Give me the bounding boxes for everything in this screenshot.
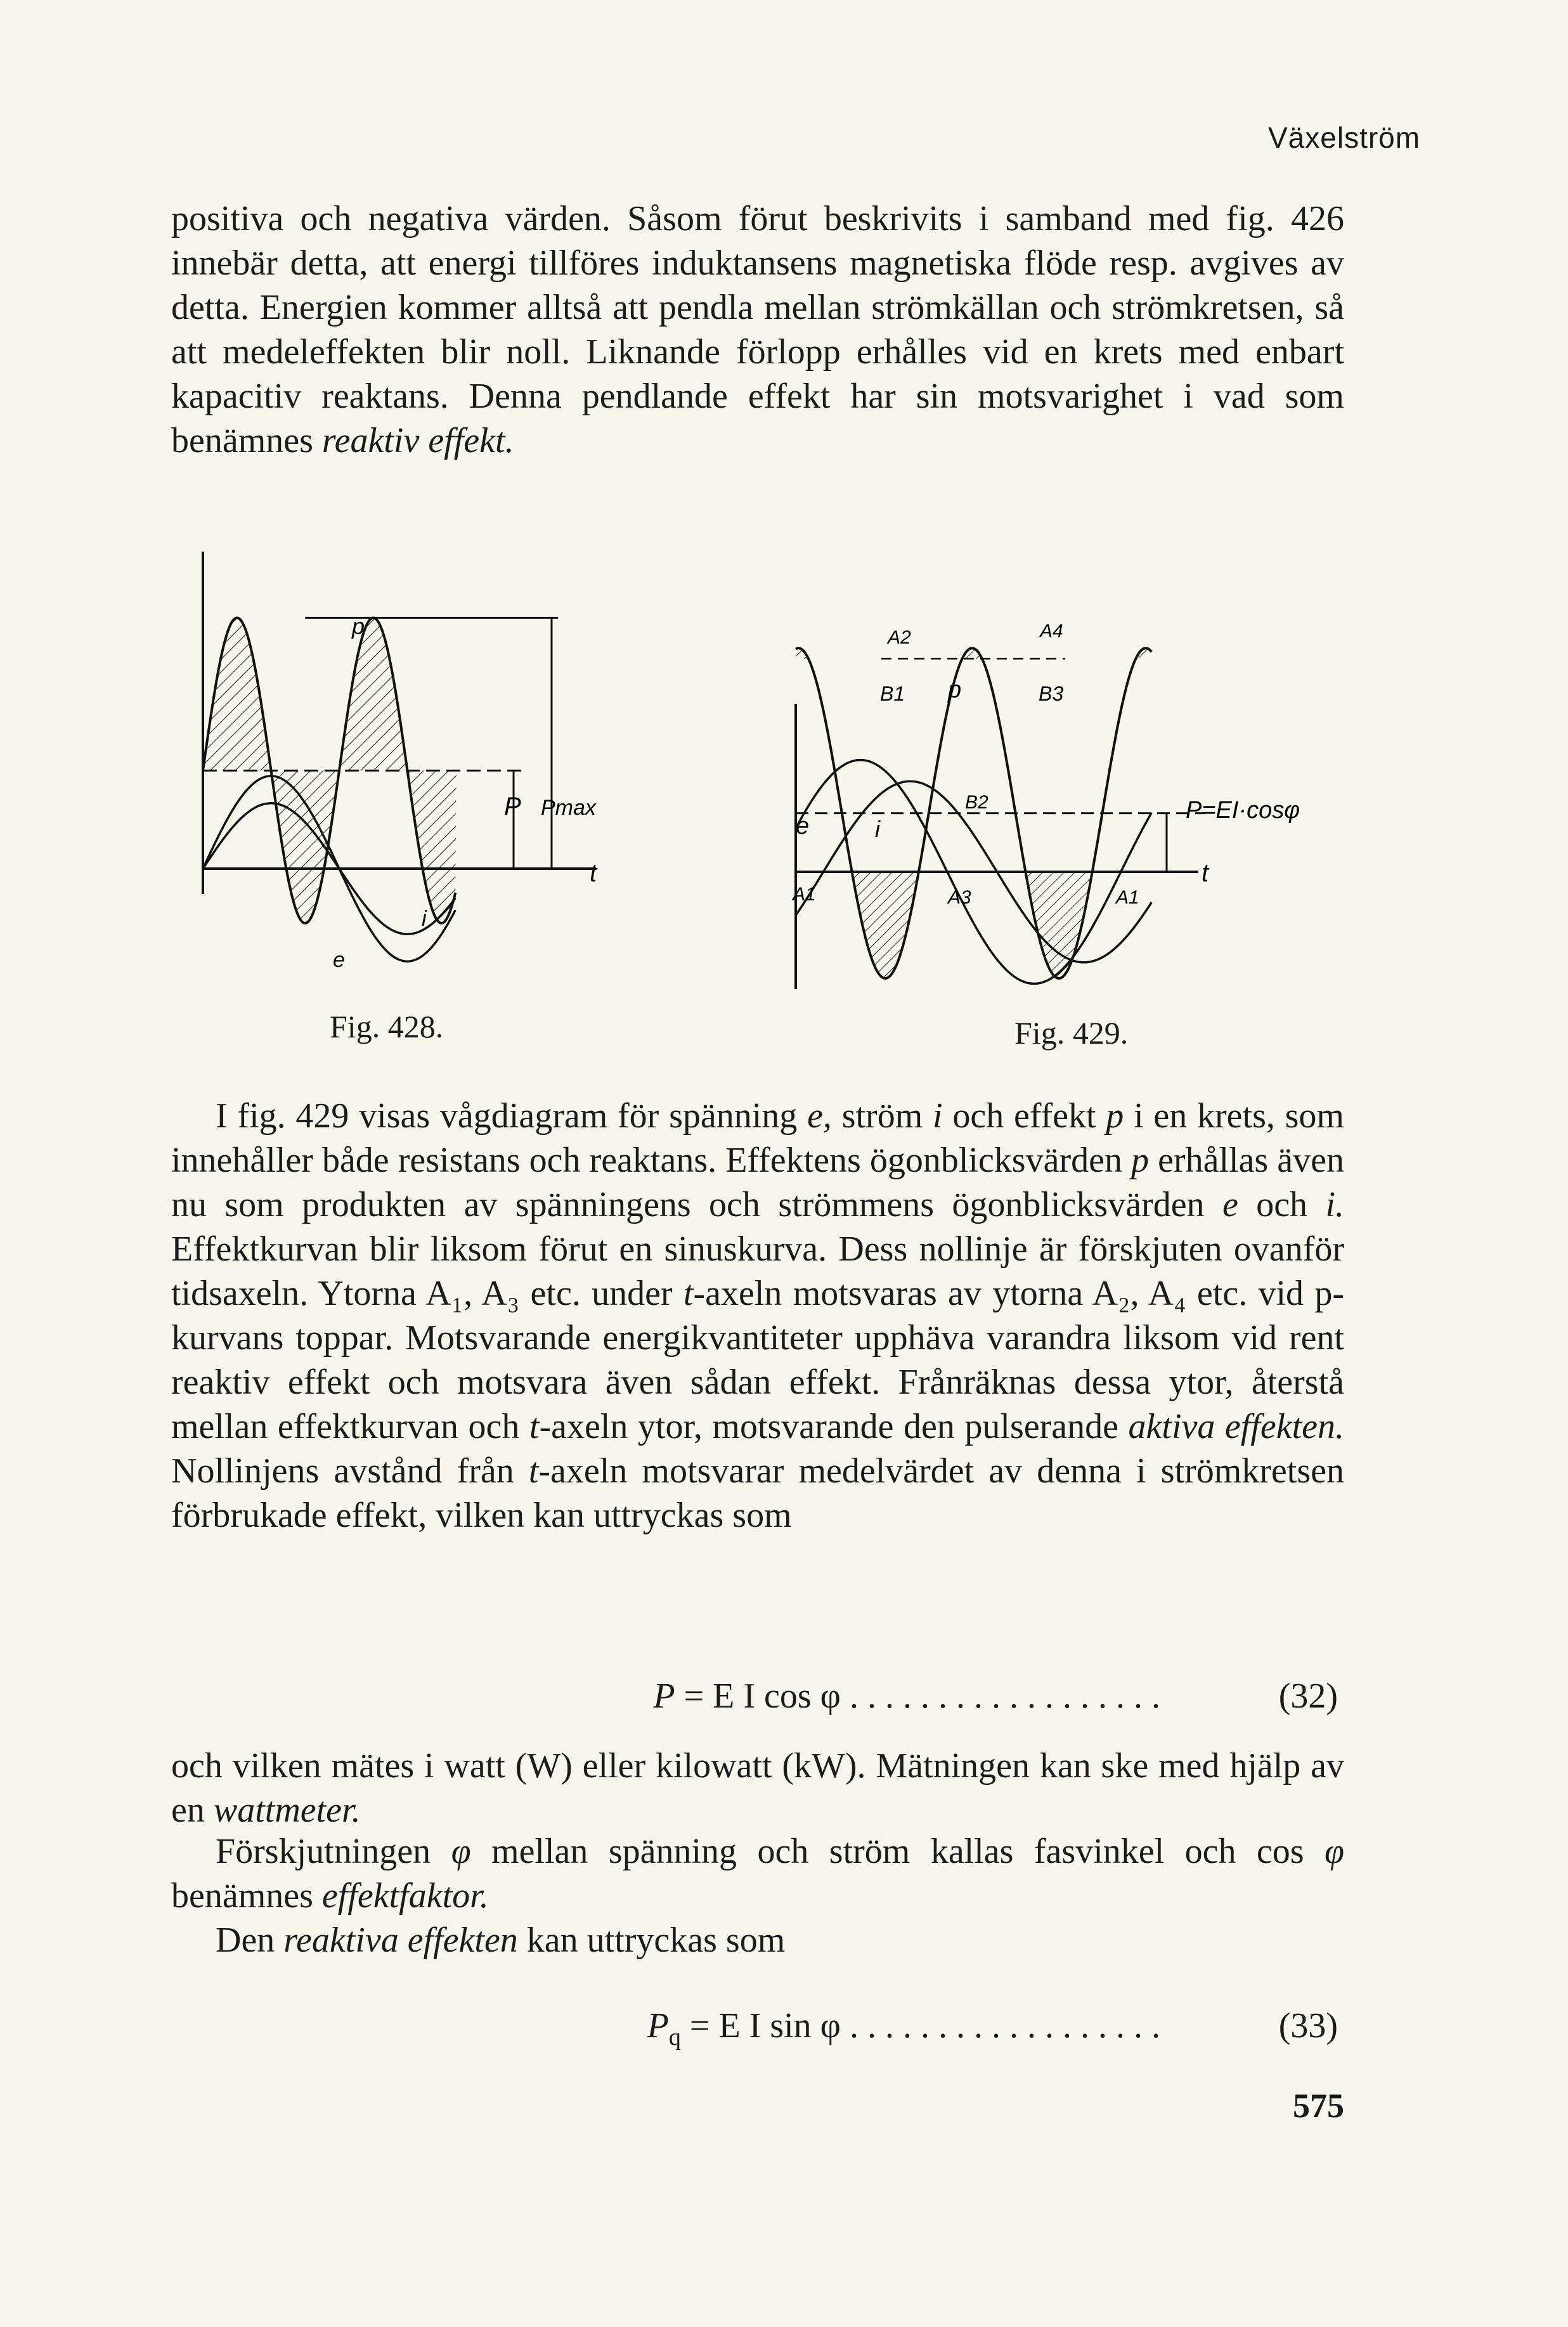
fig429-label-A1b: A1	[1116, 887, 1139, 908]
fig429-negative-areas	[852, 872, 1093, 978]
fig429-label-B3: B3	[1039, 682, 1064, 705]
equation-33-number: (33)	[1278, 2006, 1338, 2045]
fig429-label-A4: A4	[1040, 621, 1063, 642]
fig429-label-A3: A3	[948, 887, 971, 908]
fig429-label-t: t	[1202, 859, 1209, 887]
paragraph-1-italic: reaktiv effekt.	[321, 421, 514, 460]
figure-429-diagram	[786, 558, 1332, 1014]
equation-32-dots: . . . . . . . . . . . . . . . . . .	[841, 1676, 1160, 1716]
running-head: Växelström	[1268, 121, 1421, 154]
fig429-label-e: e	[796, 813, 810, 839]
figure-428	[184, 545, 653, 1002]
figure-429	[786, 558, 1332, 1014]
equation-32-formula	[653, 1671, 1160, 1721]
fig428-label-Pmax: Pmax	[541, 796, 596, 820]
fig429-label-Peq: P=EI·cosφ	[1186, 797, 1300, 824]
paragraph-1	[171, 197, 1344, 463]
equation-32	[171, 1671, 1344, 1721]
figure-428-diagram	[184, 545, 653, 1002]
fig429-label-B1: B1	[880, 682, 905, 705]
fig428-label-t: t	[590, 859, 597, 887]
equation-32-number: (32)	[1278, 1676, 1338, 1716]
paragraph-2: I fig. 429 visas vågdiagram för spänning e, ström i och effekt p i en krets, som innehåller både resistans och reaktans. Effektens ögonblicksvärden p erhållas även nu som produkten av spänningens och strömmens ögonblicksvärden e och i. Effektkurvan blir liksom förut en sinuskurva. Dess nollinje är förskjuten ovanför tidsaxeln. Ytorna A₁, A₃ etc. under t-axeln motsvaras av ytorna A₂, A₄ etc. vid p-kurvans toppar. Motsvarande energikvantiteter upphäva varandra liksom vid rent reaktiv effekt och motsvara även sådan effekt. Frånräknas dessa ytor, återstå mellan effektkurvan och t-axeln ytor, motsvarande den pulserande aktiva effekten. Nollinjens avstånd från t-axeln motsvarar medelvärdet av denna i strömkretsen förbrukade effekt, vilken kan uttryckas som	[171, 1096, 1344, 1535]
figure-429-caption: Fig. 429.	[1014, 1015, 1129, 1051]
figure-428-caption: Fig. 428.	[330, 1009, 444, 1044]
equation-33-lhs-sub: q	[668, 2024, 681, 2051]
fig428-label-i: i	[422, 907, 427, 931]
fig429-label-A1: A1	[793, 884, 816, 905]
paragraph-3: och vilken mätes i watt (W) eller kilowatt (kW). Mätningen kan ske med hjälp av en wattmeter.	[171, 1746, 1344, 1830]
equation-33-rhs: = E I sin φ	[689, 2006, 841, 2045]
fig428-label-p: p	[352, 613, 365, 639]
equation-32-rhs: = E I cos φ	[684, 1676, 841, 1716]
paragraph-4: Förskjutningen φ mellan spänning och ström kallas fasvinkel och cos φ benämnes effektfaktor.	[171, 1832, 1344, 1915]
equation-33	[171, 2000, 1344, 2051]
fig429-label-A2: A2	[888, 627, 911, 648]
fig429-label-B2: B2	[965, 792, 988, 813]
equation-33-formula	[647, 2000, 1160, 2063]
equation-33-dots: . . . . . . . . . . . . . . . . . .	[841, 2006, 1160, 2045]
fig429-label-p: p	[948, 677, 962, 703]
paragraph-5: Den reaktiva effekten kan uttryckas som	[216, 1921, 786, 1960]
paragraph-1-text: positiva och negativa värden. Såsom förut beskrivits i samband med fig. 426 innebär detta, att energi tillföres induktansens magnetiska flöde resp. avgives av detta. Energien kommer alltså att pendla mellan strömkällan och strömkretsen, så att medeleffekten blir noll. Liknande förlopp erhålles vid en krets med enbart kapacitiv reaktans. Denna pendlande effekt har sin motsvarighet i vad som benämnes	[171, 199, 1344, 460]
page-number: 575	[1293, 2087, 1344, 2125]
fig428-label-P: P	[504, 793, 521, 820]
equation-32-lhs: P	[653, 1676, 675, 1716]
equation-33-lhs: P	[647, 2006, 669, 2045]
fig428-label-e: e	[333, 948, 345, 972]
fig429-label-i: i	[875, 816, 880, 842]
